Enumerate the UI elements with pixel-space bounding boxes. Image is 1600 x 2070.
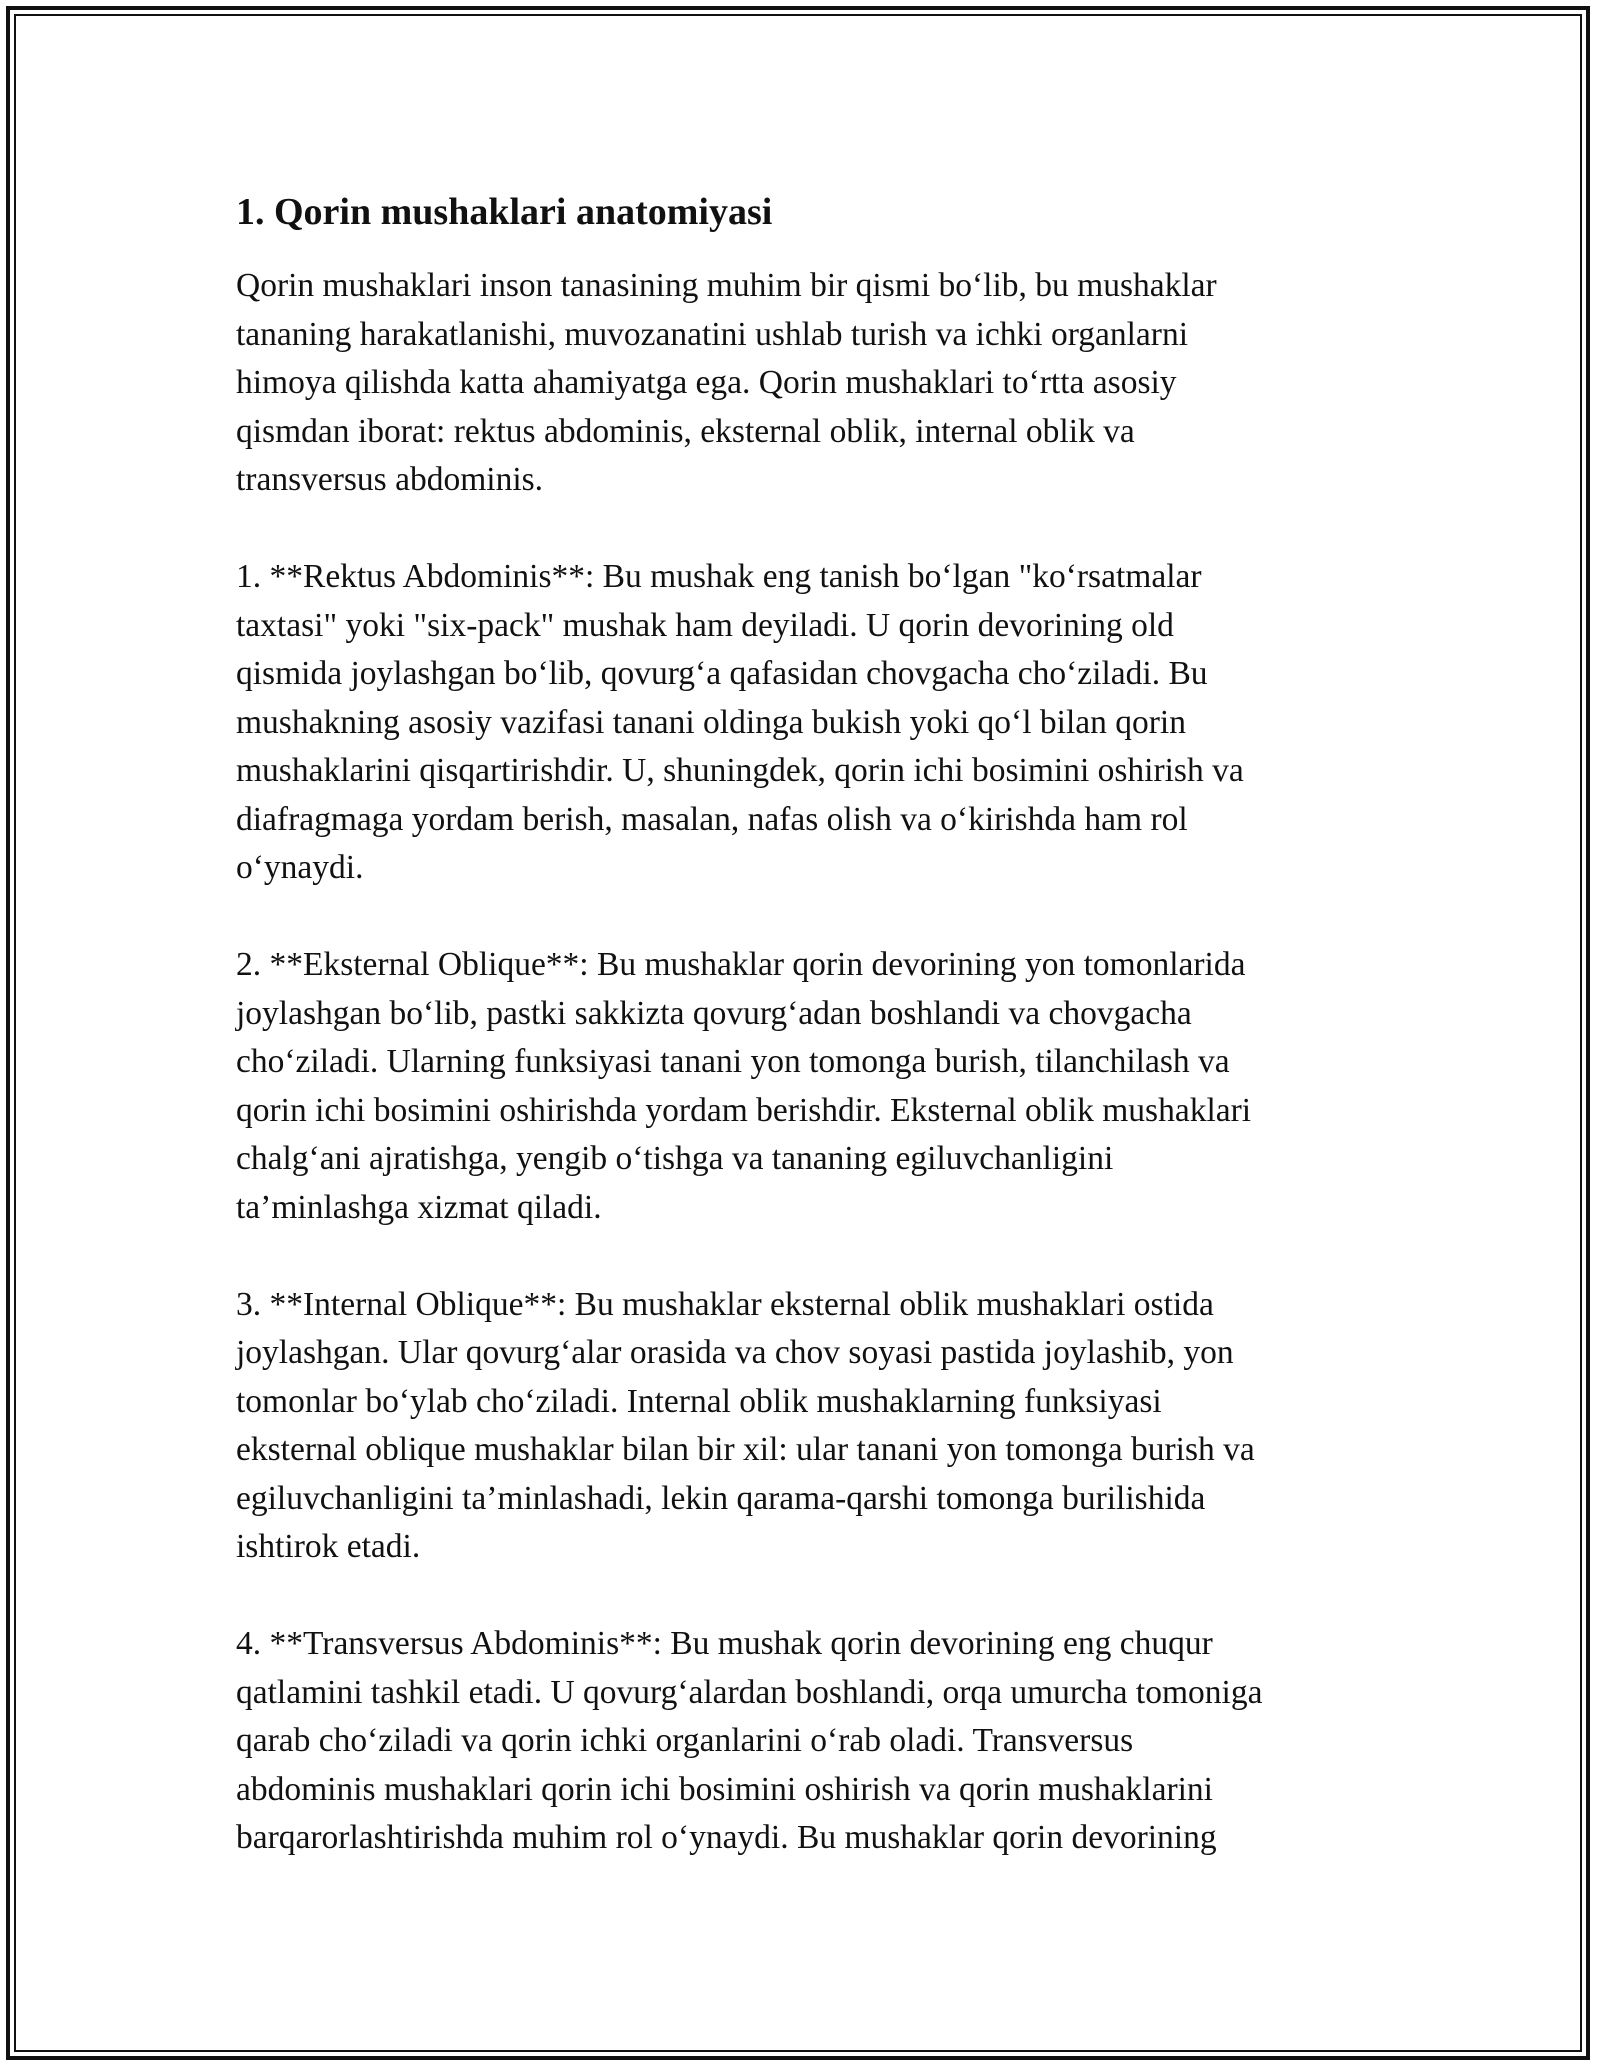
paragraph-spacer [236, 893, 1366, 942]
paragraph-line: 2. **Eksternal Oblique**: Bu mushaklar qorin devorining yon tomonlarida [236, 946, 1246, 983]
paragraph-line: ta’minlashga xizmat qiladi. [236, 1188, 602, 1226]
transversus-abdominis-paragraph [236, 1620, 1366, 1863]
paragraph-line: o‘ynaydi. [236, 849, 364, 886]
paragraph-line: 3. **Internal Oblique**: Bu mushaklar eksternal oblik mushaklari ostida [236, 1285, 1214, 1323]
paragraph-line: chalg‘ani ajratishga, yengib o‘tishga va tananing egiluvchanligini [236, 1140, 1114, 1177]
paragraph-line: qismida joylashgan bo‘lib, qovurg‘a qafasidan chovgacha cho‘ziladi. Bu [236, 655, 1208, 692]
paragraph-line: egiluvchanligini ta’minlashadi, lekin qarama-qarshi tomonga burilishida [236, 1479, 1206, 1517]
rektus-abdominis-paragraph [236, 553, 1366, 893]
paragraph-line: mushaklarini qisqartirishdir. U, shuningdek, qorin ichi bosimini oshirish va [236, 752, 1244, 789]
paragraph-spacer [236, 1232, 1366, 1281]
paragraph-spacer [236, 1572, 1366, 1621]
paragraph-line: eksternal oblique mushaklar bilan bir xil: ular tanani yon tomonga burish va [236, 1431, 1255, 1468]
paragraph-line: qatlamini tashkil etadi. U qovurg‘alardan boshlandi, orqa umurcha tomoniga [236, 1673, 1263, 1711]
paragraph-line: Qorin mushaklari inson tanasining muhim bir qismi bo‘lib, bu mushaklar [236, 267, 1217, 304]
paragraph-line: ishtirok etadi. [236, 1528, 421, 1565]
paragraph-line: qarab cho‘ziladi va qorin ichki organlarini o‘rab oladi. Transversus [236, 1722, 1134, 1759]
document-title: 1. Qorin mushaklari anatomiyasi [236, 191, 773, 233]
paragraph-line: himoya qilishda katta ahamiyatga ega. Qorin mushaklari to‘rtta asosiy [236, 364, 1177, 401]
paragraph-line: taxtasi" yoki "six-pack" mushak ham deyiladi. U qorin devorining old [236, 606, 1174, 644]
paragraph-line: diafragmaga yordam berish, masalan, nafas olish va o‘kirishda ham rol [236, 800, 1188, 838]
paragraph-line: tananing harakatlanishi, muvozanatini ushlab turish va ichki organlarni [236, 315, 1189, 353]
paragraph-line: qismdan iborat: rektus abdominis, eksternal oblik, internal oblik va [236, 412, 1135, 450]
paragraph-line: qorin ichi bosimini oshirishda yordam berishdir. Eksternal oblik mushaklari [236, 1091, 1252, 1129]
paragraph-line: transversus abdominis. [236, 461, 544, 498]
paragraph-line: 4. **Transversus Abdominis**: Bu mushak qorin devorining eng chuqur [236, 1625, 1213, 1662]
paragraph-line: tomonlar bo‘ylab cho‘ziladi. Internal oblik mushaklarning funksiyasi [236, 1382, 1162, 1420]
internal-oblique-paragraph [236, 1281, 1366, 1572]
eksternal-oblique-paragraph [236, 941, 1366, 1232]
paragraph-line: joylashgan bo‘lib, pastki sakkizta qovurg‘adan boshlandi va chovgacha [236, 994, 1192, 1032]
paragraph-line: abdominis mushaklari qorin ichi bosimini oshirish va qorin mushaklarini [236, 1770, 1213, 1808]
document-body [236, 188, 1366, 1863]
paragraph-line: barqarorlashtirishda muhim rol o‘ynaydi. Bu mushaklar qorin devorining [236, 1819, 1217, 1856]
paragraph-line: mushakning asosiy vazifasi tanani oldinga bukish yoki qo‘l bilan qorin [236, 703, 1186, 741]
paragraph-line: 1. **Rektus Abdominis**: Bu mushak eng tanish bo‘lgan "ko‘rsatmalar [236, 558, 1202, 595]
intro-paragraph [236, 262, 1366, 505]
paragraph-line: cho‘ziladi. Ularning funksiyasi tanani yon tomonga burish, tilanchilash va [236, 1043, 1230, 1080]
paragraph-line: joylashgan. Ular qovurg‘alar orasida va chov soyasi pastida joylashib, yon [236, 1334, 1234, 1371]
paragraph-spacer [236, 505, 1366, 554]
